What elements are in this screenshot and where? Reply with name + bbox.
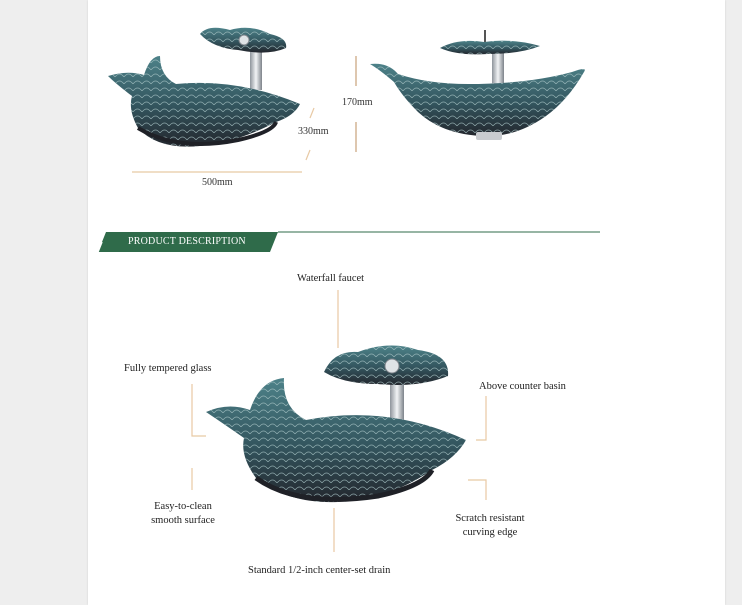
callout-edge: [442, 512, 538, 540]
dimension-width: 500mm: [202, 177, 233, 188]
callout-edge-line1: Scratch resistant: [455, 513, 525, 524]
basin-top-left: [108, 28, 300, 147]
callout-drain: Standard 1/2-inch center-set drain: [248, 565, 391, 576]
basin-bottom-main: [206, 345, 466, 502]
callout-surface-line1: Easy-to-clean: [154, 501, 212, 512]
dimension-depth: 330mm: [298, 126, 329, 137]
dimension-height: 170mm: [342, 97, 373, 108]
callout-faucet: Waterfall faucet: [297, 273, 365, 284]
basin-top-right: [370, 30, 585, 140]
section-title: PRODUCT DESCRIPTION: [128, 236, 246, 247]
callout-surface-line2: smooth surface: [151, 515, 215, 526]
callout-glass: Fully tempered glass: [124, 363, 212, 374]
callout-basin: Above counter basin: [479, 381, 566, 392]
callout-surface: [138, 500, 228, 528]
callout-edge-line2: curving edge: [462, 527, 518, 538]
product-page: [88, 0, 725, 605]
